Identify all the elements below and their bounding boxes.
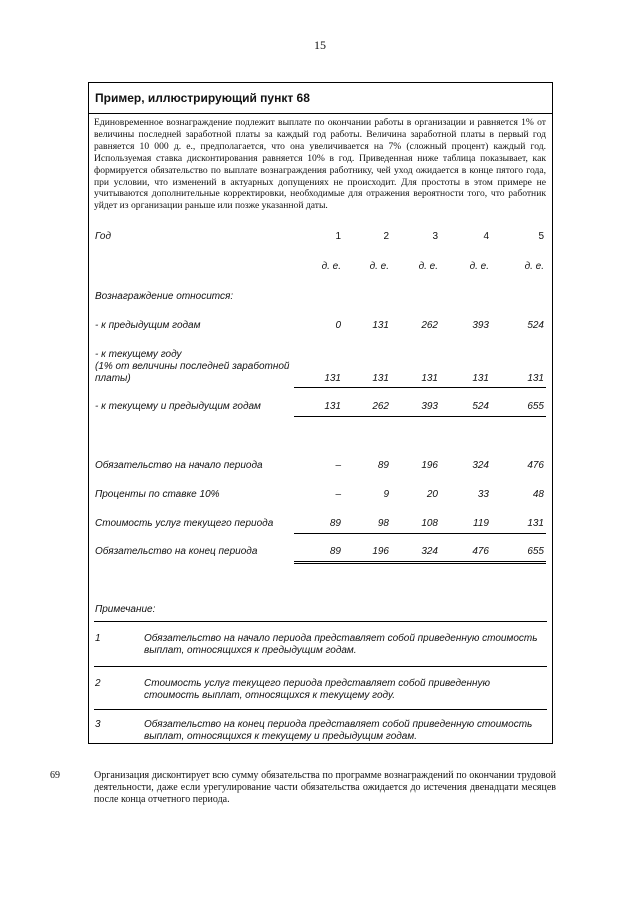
row-opening-value: 324 xyxy=(472,460,489,471)
example-intro: Единовременное вознаграждение подлежит выплате по окончании работы в организации и равняется 1% от величины последней заработной платы за каждый год работы. Величина заработной платы в первый год равняется 10 000 д. е., предполагается, что она увеличивается на 7% (сложный процент) каждый год. Используемая ставка дисконтирования равняется 10% в год. Приведенная ниже таблица показывает, как формируется обязательство по выплате вознаграждения работнику, чей уход ожидается в конце пятого года, при условии, что изменений в актуарных допущениях не происходит. Для простоты в этом примере не учитываются дополнительные корректировки, необходимые для отражения вероятности того, что работник уйдет из организации раньше или позже указанной даты. xyxy=(94,117,546,212)
row-service-value: 98 xyxy=(377,518,389,529)
row-closing-value: 89 xyxy=(329,546,341,557)
row-service-label: Стоимость услуг текущего периода xyxy=(95,518,274,529)
row-prior-value: 131 xyxy=(372,320,389,331)
note-number: 2 xyxy=(95,678,101,689)
row-prior-value: 524 xyxy=(527,320,544,331)
row-current-value: 131 xyxy=(372,373,389,384)
row-current-value: 131 xyxy=(527,373,544,384)
row-interest-value: 9 xyxy=(383,489,389,500)
row-total-value: 655 xyxy=(527,401,544,412)
note-number: 1 xyxy=(95,633,101,644)
row-interest-label: Проценты по ставке 10% xyxy=(95,489,220,500)
row-interest-value: 33 xyxy=(477,489,489,500)
row-closing-value: 324 xyxy=(421,546,438,557)
row-closing-value: 655 xyxy=(527,546,544,557)
benefit-heading: Вознаграждение относится: xyxy=(95,291,234,302)
row-current-label-line: - к текущему году xyxy=(95,349,182,360)
year-3: 3 xyxy=(432,231,438,242)
closing-double-rule xyxy=(294,561,546,564)
note-number: 3 xyxy=(95,719,101,730)
notes-separator xyxy=(94,621,547,622)
note-text: Обязательство на начало периода представляет собой приведенную стоимость выплат, относящихся к предыдущим годам. xyxy=(144,633,538,656)
notes-separator xyxy=(94,666,547,667)
year-5: 5 xyxy=(538,231,544,242)
unit-3: д. е. xyxy=(418,261,438,272)
row-opening-value: 89 xyxy=(377,460,389,471)
row-prior-value: 0 xyxy=(335,320,341,331)
row-opening-value: – xyxy=(335,460,341,471)
row-closing-value: 476 xyxy=(472,546,489,557)
paragraph-number: 69 xyxy=(50,770,60,781)
note-text: Обязательство на конец периода представляет собой приведенную стоимость выплат, относящихся к текущему и предыдущим годам. xyxy=(144,719,533,742)
row-service-value: 119 xyxy=(473,518,489,529)
row-service-value: 89 xyxy=(329,518,341,529)
example-box xyxy=(88,82,553,744)
row-current-label-line: (1% от величины последней заработной xyxy=(95,361,290,372)
example-title-row xyxy=(89,83,552,114)
row-interest-value: 48 xyxy=(532,489,544,500)
row-closing-value: 196 xyxy=(372,546,389,557)
row-prior-value: 393 xyxy=(472,320,489,331)
row-prior-value: 262 xyxy=(421,320,438,331)
row-interest-value: 20 xyxy=(426,489,438,500)
row-total-value: 393 xyxy=(421,401,438,412)
service-rule xyxy=(294,533,546,534)
year-label: Год xyxy=(95,231,111,242)
row-interest-value: – xyxy=(335,489,341,500)
row-opening-value: 196 xyxy=(421,460,438,471)
row-opening-label: Обязательство на начало периода xyxy=(95,460,263,471)
row-service-value: 131 xyxy=(527,518,544,529)
unit-4: д. е. xyxy=(469,261,489,272)
page-number: 15 xyxy=(314,38,326,52)
row-service-value: 108 xyxy=(421,518,438,529)
row-closing-label: Обязательство на конец периода xyxy=(95,546,258,557)
unit-5: д. е. xyxy=(524,261,544,272)
row-total-value: 524 xyxy=(472,401,489,412)
row-total-label: - к текущему и предыдущим годам xyxy=(95,401,261,412)
paragraph-text: Организация дисконтирует всю сумму обязательства по программе вознаграждений по окончании трудовой деятельности, даже если урегулирование части обязательства ожидается до истечения двенадцати месяцев после конца отчетного периода. xyxy=(94,770,556,805)
unit-2: д. е. xyxy=(369,261,389,272)
row-opening-value: 476 xyxy=(527,460,544,471)
notes-heading: Примечание: xyxy=(95,604,156,615)
row-current-value: 131 xyxy=(472,373,489,384)
unit-1: д. е. xyxy=(321,261,341,272)
row-current-value: 131 xyxy=(421,373,438,384)
subtotal-rule xyxy=(294,387,546,388)
row-current-value: 131 xyxy=(324,373,341,384)
example-title: Пример, иллюстрирующий пункт 68 xyxy=(95,91,310,105)
notes-separator xyxy=(94,709,547,710)
row-total-value: 131 xyxy=(324,401,341,412)
row-total-value: 262 xyxy=(372,401,389,412)
year-1: 1 xyxy=(335,231,341,242)
year-4: 4 xyxy=(483,231,489,242)
row-prior-label: - к предыдущим годам xyxy=(95,320,201,331)
note-text: Стоимость услуг текущего периода представляет собой приведенную стоимость выплат, относящихся к текущему году. xyxy=(144,678,491,701)
total-rule xyxy=(294,416,546,417)
row-current-label-line: платы) xyxy=(95,373,131,384)
year-2: 2 xyxy=(383,231,389,242)
